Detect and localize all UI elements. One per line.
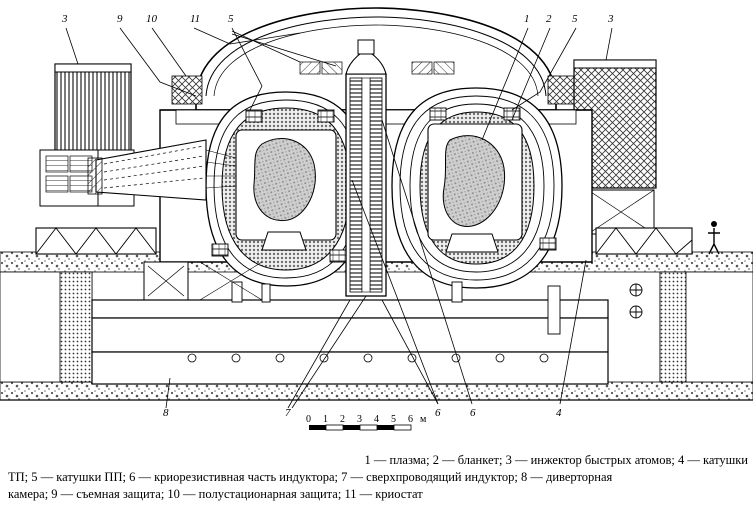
callout-3-left: 3 xyxy=(62,13,68,25)
callout-5-right: 5 xyxy=(572,13,578,25)
scale-tick-4: 4 xyxy=(374,414,379,425)
callout-3-right: 3 xyxy=(608,13,614,25)
caption-line-3: камера; 9 — съемная защита; 10 — полустационарная защита; 11 — криостат xyxy=(8,487,423,501)
callout-11: 11 xyxy=(190,13,201,25)
scale-tick-5: 5 xyxy=(391,414,396,425)
figure-caption xyxy=(8,452,748,503)
scale-unit: м xyxy=(420,414,427,425)
wall-penetration-marks xyxy=(630,284,642,318)
scale-tick-6: 6 xyxy=(408,414,413,425)
scale-bar-ruler xyxy=(306,424,420,430)
scale-tick-2: 2 xyxy=(340,414,345,425)
scale-tick-3: 3 xyxy=(357,414,362,425)
callout-1: 1 xyxy=(524,13,530,25)
scale-tick-0: 0 xyxy=(306,414,311,425)
human-figure-scale-reference xyxy=(708,221,720,254)
callout-8: 8 xyxy=(163,407,169,419)
right-plasma-blanket-section xyxy=(392,88,562,288)
callout-4: 4 xyxy=(556,407,562,419)
central-solenoid-inductor xyxy=(346,40,386,296)
scale-tick-1: 1 xyxy=(323,414,328,425)
callout-5-left: 5 xyxy=(228,13,234,25)
callout-10: 10 xyxy=(146,13,157,25)
callout-7: 7 xyxy=(285,407,291,419)
callout-6-b: 6 xyxy=(470,407,476,419)
caption-line-2: ТП; 5 — катушки ПП; 6 — криорезистивная часть индуктора; 7 — сверхпроводящий индуктор; 8 — диверторная xyxy=(8,470,613,484)
callout-2: 2 xyxy=(546,13,552,25)
scale-bar xyxy=(306,414,436,436)
callout-6-a: 6 xyxy=(435,407,441,419)
caption-line-1: 1 — плазма; 2 — бланкет; 3 — инжектор быстрых атомов; 4 — катушки xyxy=(364,453,748,467)
callout-9: 9 xyxy=(117,13,123,25)
